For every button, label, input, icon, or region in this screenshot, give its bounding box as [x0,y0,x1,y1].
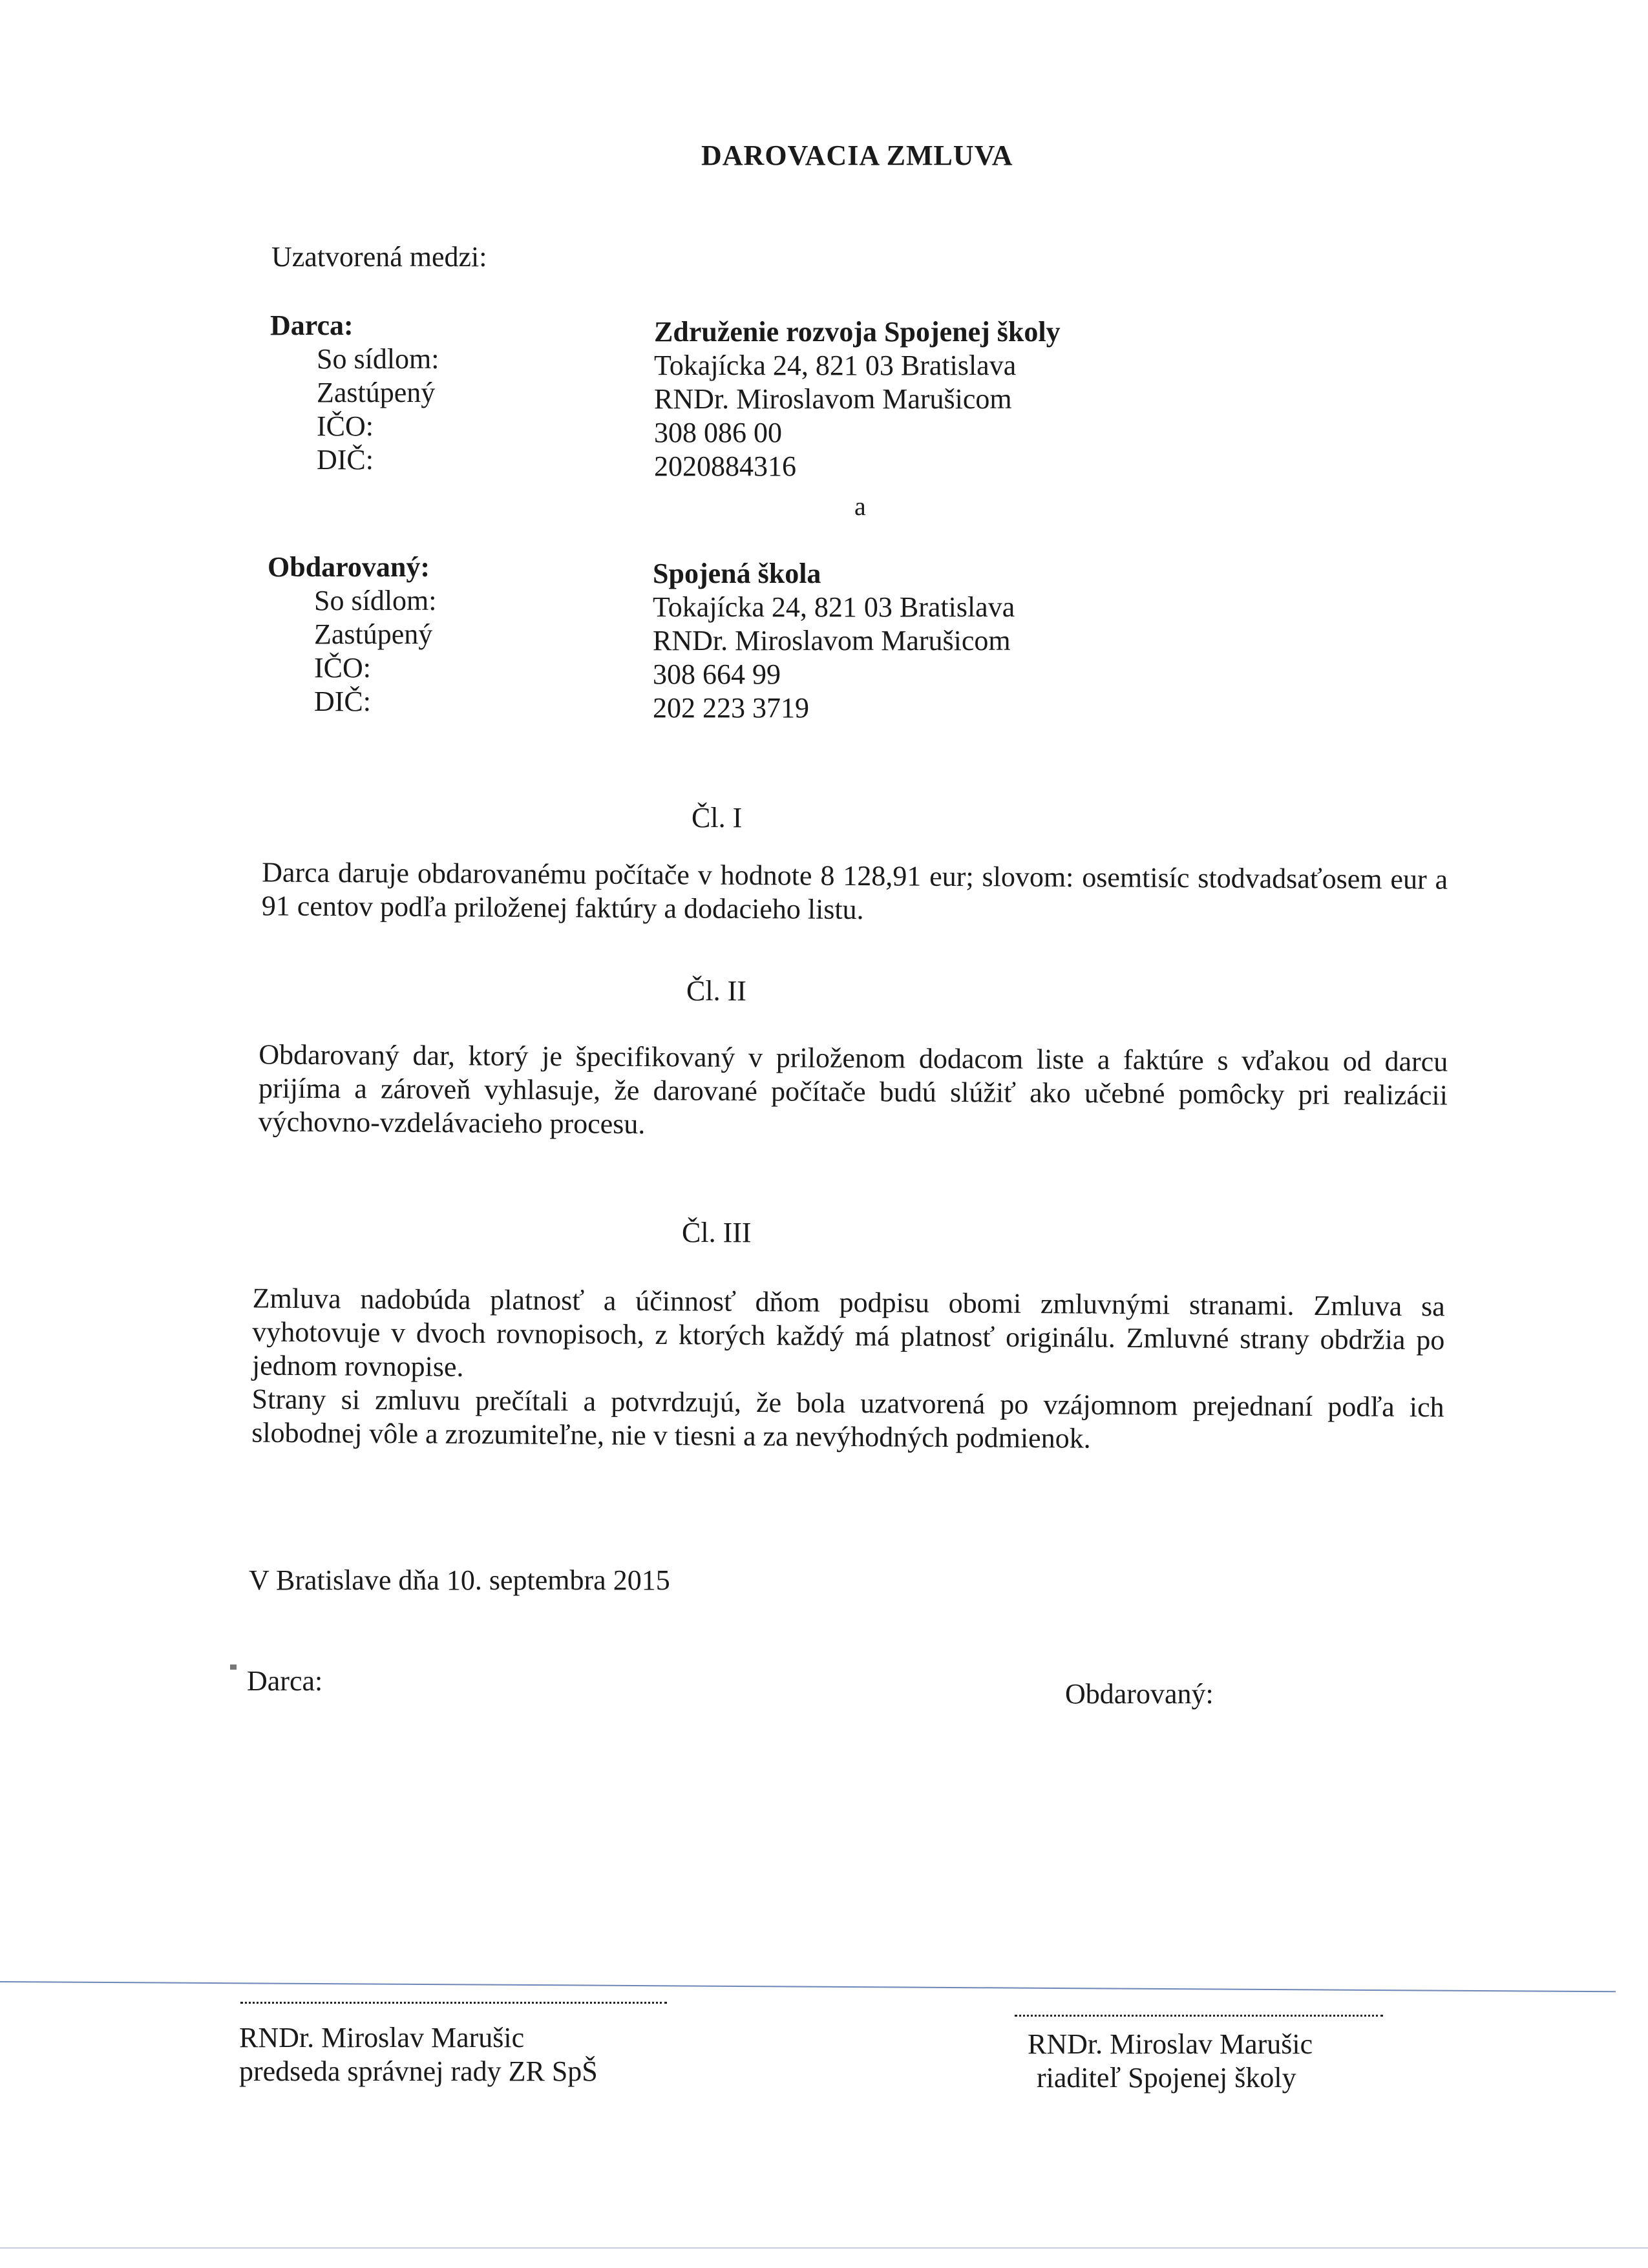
donor-seat-label: So sídlom: [317,343,439,375]
recipient-seat: Tokajícka 24, 821 03 Bratislava [653,591,1015,623]
recipient-name: Spojená škola [653,558,821,589]
recipient-signature-label: Obdarovaný: [1065,1678,1214,1710]
recipient-rep: RNDr. Miroslavom Marušicom [653,625,1011,656]
donor-name: Združenie rozvoja Spojenej školy [654,316,1061,348]
recipient-signature-block [1028,2028,1313,2095]
recipient-dic: 202 223 3719 [653,692,809,724]
recipient-signature-line [1015,2015,1383,2017]
place-date: V Bratislave dňa 10. septembra 2015 [249,1564,670,1596]
recipient-dic-label: DIČ: [314,686,371,717]
article-2-heading: Čl. II [686,975,746,1007]
donor-dic-label: DIČ: [317,444,374,476]
donor-dic: 2020884316 [654,450,796,482]
article-3-text [251,1282,1445,1458]
recipient-values [653,557,1015,725]
donor-role: Darca: [270,310,354,341]
donor-signature-label: Darca: [247,1665,323,1697]
recipient-rep-label: Zastúpený [314,618,433,650]
article-3-paragraph-1: Zmluva nadobúda platnosť a účinnosť dňom podpisu obomi zmluvnými stranami. Zmluva sa vyhotovuje v dvoch rovnopisoch, z ktorých každý má platnosť originálu. Zmluvné strany obdržia po jednom rovnopise. [251,1282,1445,1383]
donor-signature-block [239,2021,598,2088]
scan-mark [230,1664,237,1670]
donor-ico-label: IČO: [317,410,374,442]
recipient-seat-label: So sídlom: [314,585,437,616]
article-1-paragraph: Darca daruje obdarovanému počítače v hodnote 8 128,91 eur; slovom: osemtisíc stodvadsaťosem eur a 91 centov podľa priloženej faktúry a dodacieho listu. [261,856,1448,926]
donor-ico: 308 086 00 [654,417,782,448]
donor-rep-label: Zastúpený [317,377,436,408]
signature-pen-stroke [0,1981,1616,1992]
intro-text: Uzatvorená medzi: [271,241,487,273]
recipient-signatory-name: RNDr. Miroslav Marušic [1028,2028,1313,2060]
article-1-heading: Čl. I [692,802,743,834]
donor-signatory-title: predseda správnej rady ZR SpŠ [239,2055,598,2087]
article-1-text [262,856,1448,930]
donor-rep: RNDr. Miroslavom Marušicom [654,383,1012,415]
donor-signature-line [240,2002,667,2004]
article-2-paragraph: Obdarovaný dar, ktorý je špecifikovaný v priloženom dodacom liste a faktúre s vďakou od darcu prijíma a zároveň vyhlasuje, že darované počítače budú slúžiť ako učebné pomôcky pri realizácii výchovno-vzdelávacieho procesu. [258,1038,1448,1140]
article-3-paragraph-2: Strany si zmluvu prečítali a potvrdzujú, že bola uzatvorená po vzájomnom prejednaní podľa ich slobodnej vôle a zrozumiteľne, nie v tiesni a za nevýhodných podmienok. [251,1383,1444,1454]
scan-bottom-edge [0,2247,1648,2249]
and-connector: a [854,492,866,521]
article-2-text [259,1038,1448,1146]
article-3-heading: Čl. III [682,1217,752,1248]
donor-labels [270,309,439,477]
donor-values [654,315,1061,483]
donor-signatory-name: RNDr. Miroslav Marušic [239,2022,525,2053]
donor-seat: Tokajícka 24, 821 03 Bratislava [654,350,1017,381]
recipient-labels [268,551,437,719]
document-title: DAROVACIA ZMLUVA [701,140,1013,171]
recipient-ico-label: IČO: [314,652,371,684]
recipient-role: Obdarovaný: [268,551,430,583]
recipient-signatory-title: riaditeľ Spojenej školy [1037,2062,1296,2094]
recipient-ico: 308 664 99 [653,658,781,690]
